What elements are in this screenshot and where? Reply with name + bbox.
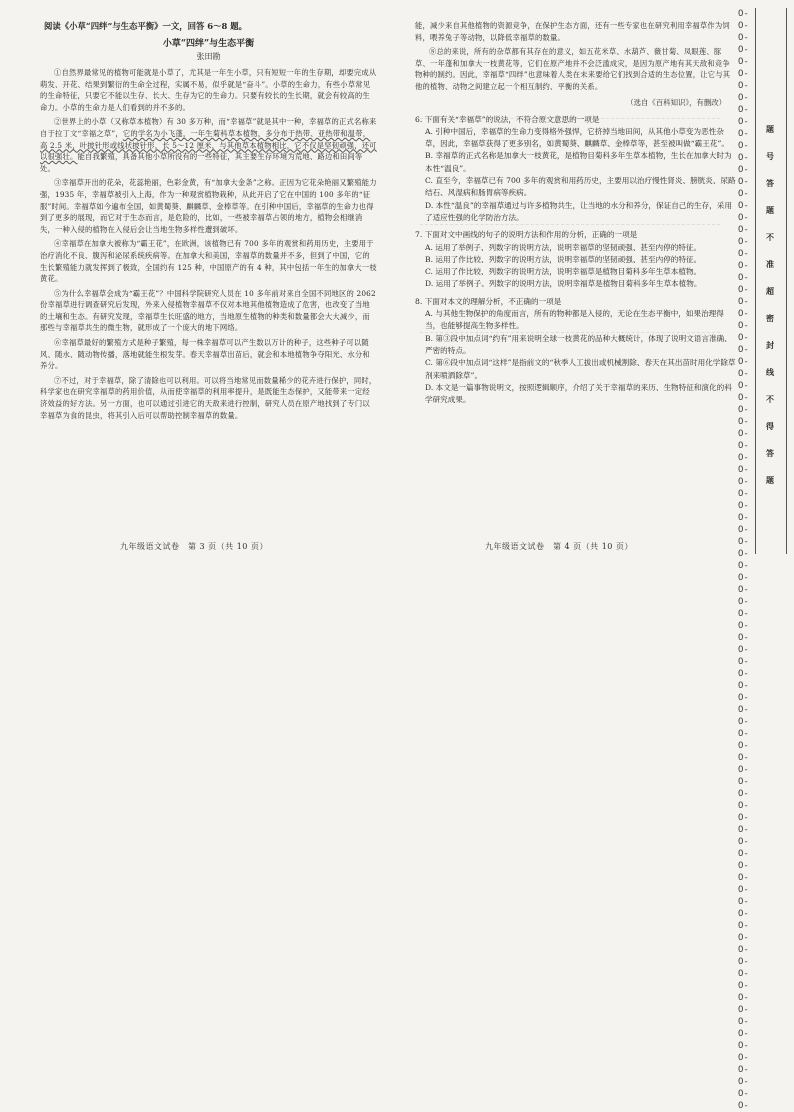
seal-label: 不 <box>766 233 774 242</box>
seal-label: 答 <box>766 449 774 458</box>
option-c: C. 运用了作比较、列数字的说明方法，说明幸福草是植物目菊科多年生草本植物。 <box>425 267 702 277</box>
option-d: D. 运用了举例子、列数字的说明方法，说明幸福草是植物目菊科多年生草本植物。 <box>425 279 702 289</box>
question-7 <box>415 229 736 290</box>
underlined-sentence: 它的学名为小飞蓬，一年生菊科草本植物，多分布于热带、亚热带和温带，高 2.5 米，叶披针形或线状披针形，长 5～12 厘米，与其他草本植物相比，它不仅是坚韧顽强，还可以很强壮。 <box>40 128 377 162</box>
binding-margin <box>738 8 790 1111</box>
option-b: B. 第③段中加点词“约有”用来说明全球一枝黄花的品种大概统计，体现了说明文语言准确、严密的特点。 <box>425 333 732 355</box>
seal-label: 超 <box>766 287 774 296</box>
question-stem: 6. 下面有关“幸福草”的说法，不符合原文意思的一项是 <box>415 114 600 124</box>
article-author: 张田勘 <box>196 52 221 61</box>
seal-line-labels <box>758 124 782 502</box>
option-a: A. 运用了举例子、列数字的说明方法，说明幸福草的坚韧顽强、甚至内停的特征。 <box>425 242 702 252</box>
option-c: C. 第⑥段中加点词“这样”是指前文的“秋季人工拔出或机械割除、春天在其出苗时用化学除草剂来喷洒除草”。 <box>425 358 736 380</box>
seal-label: 题 <box>766 206 774 215</box>
seal-label: 准 <box>766 260 774 269</box>
seal-label: 题 <box>766 125 774 134</box>
paragraph-2-tail: 能自我繁殖，具备其他小草所没有的一些特征，其主要生存环境为荒地、路边和田间等处。 <box>40 152 363 173</box>
article-body <box>40 67 377 421</box>
article-continued <box>415 20 736 93</box>
seal-label: 线 <box>766 368 774 377</box>
page-footer-right: 九年级语文试卷 第 4 页（共 10 页） <box>485 542 633 551</box>
seal-label: 密 <box>766 314 774 323</box>
article-title: 小草“四绊”与生态平衡 <box>162 39 255 49</box>
seal-label: 题 <box>766 476 774 485</box>
article-source: （选自《百科知识》，有删改） <box>626 97 726 107</box>
seal-label: 号 <box>766 152 774 161</box>
seal-line <box>755 8 756 554</box>
paragraph-6: ⑥幸福草最好的繁殖方式是种子繁殖，每一株幸福草可以产生数以万计的种子，这些种子可以随风、随水、随动物传播，落地就能生根发芽。春天幸福草出苗后，就会和本地植物争夺阳光、水分和养分。 <box>40 338 370 371</box>
option-c: C. 直至今，幸福草已有 700 多年的观赏和用药历史，主要用以治疗慢性肾炎、膀胱炎、尿路结石、风湿病和肠胃病等疾病。 <box>425 176 736 198</box>
option-b: B. 运用了作比较、列数字的说明方法，说明幸福草的坚韧顽强、甚至内停的特征。 <box>425 254 702 264</box>
paragraph-3: ③幸福草开出的花朵，花蕊艳丽，色彩金黄，有“加拿大金条”之称。正因为它花朵艳丽又繁殖能力强，1935 年，幸福草被引入上海，作为一种观赏植物栽种，从此开启了它在中国的 100 多年的“征服”时间。幸福草如今遍布全国，如黄蜀葵、麒麟草、金棒草等。在引种中国后，幸福草的生命力也得到了更多的展现，而它对于生态而言，是危险的，比如，一些被幸福草占领的地方，植物会相继消失，一种入侵的植物在入侵后会让当地生物多样性遭到破坏。 <box>40 178 377 234</box>
option-b: B. 幸福草的正式名称是加拿大一枝黄花，是植物目菊科多年生草本植物，生长在加拿大时为本性“温良”。 <box>425 151 732 173</box>
paragraph-2 <box>40 116 377 174</box>
question-6 <box>415 114 736 225</box>
continued-paragraph: 能，减少来自其他植物的资源竞争，在保护生态方面，还有一些专家也在研究利用幸福草作为饲料，喂养兔子等动物，以降低幸福草的数量。 <box>415 21 730 42</box>
paragraph-4: ④幸福草在加拿大被称为“霸王花”，在欧洲，该植物已有 700 多年的观赏和药用历史，主要用于治疗消化不良、腹泻和泌尿系统疾病等。在加拿大和美国，幸福草的数量并不多，但到了中国，它的生长繁殖能力就发挥到了极致，全国约有 125 种，中国原产的有 4 种，其中包括一年生的加拿大一枝黄花。 <box>40 239 377 284</box>
paragraph-1: ①自然界最常见的植物可能就是小草了，尤其是一年生小草，只有短短一年的生存期，却要完成从萌发、开花、结果到繁衍的生命全过程，实属不易，似乎就是“奋斗”。小草的生命力，有些小草常见的生命特征，只要它不能以生存、长大、生存为它的生命力。只要有较长的生长期，就会有较高的生命力。小草的生命力是人们看到的并不多的。 <box>40 68 377 112</box>
paragraph-2-lead: ②世界上的小草（又称草本植物）有 30 多万种，而“幸福草”就是其中一种，幸福草的正式名称来自于拉丁文“幸福之草”， <box>40 117 377 138</box>
question-stem: 8. 下面对本文的理解分析，不正确的一项是 <box>415 296 562 306</box>
paragraph-8: ⑧总的来说，所有的杂草都有其存在的意义，如五花米草、水葫芦、薇甘菊、凤眼莲、豚草、一年蓬和加拿大一枝黄花等，它们在原产地并不会泛滥成灾，是因为原产地有其天敌和竞争物种的制约。因此，幸福草“四绊”也意味着人类在未来要给它们找到合适的生态位置，让它与其他的植物、动物之间建立起一个相互制约、平衡的关系。 <box>415 47 731 91</box>
seal-label: 得 <box>766 422 774 431</box>
option-d: D. 本性“温良”的幸福草通过与许多植物共生，让当地的水分和养分，保证自己的生存，采用了适应性强的化学防治方法。 <box>425 200 732 222</box>
seal-label: 封 <box>766 341 774 350</box>
question-8 <box>415 296 736 407</box>
seal-label: 不 <box>766 395 774 404</box>
right-page <box>395 0 740 562</box>
binding-loops: O-O-O-O-O-O-O-O-O-O-O-O-O-O-O-O-O-O-O-O-O-O-O-O-O-O-O-O-O-O-O-O-O-O-O-O-O-O-O-O-O-O-O-O-O-O-O-O-O-O-O-O-O-O-O-O-O-O-O-O-O-O-O-O-O-O-O-O-O-O-O-O-O-O-O-O-O-O-O-O-O-O-O-O-O-O-O-O-O-O-O-O- <box>738 9 749 1111</box>
question-stem: 7. 下面对文中画线的句子的说明方法和作用的分析，正确的一项是 <box>415 230 638 240</box>
option-d: D. 本文是一篇事物说明文，按照逻辑顺序，介绍了关于幸福草的来历、生物特征和演化的科学研究成果。 <box>425 382 732 405</box>
paragraph-7: ⑦不过，对于幸福草，除了清除也可以利用。可以将当地常见而数量稀少的花卉进行保护，同时，科学家也在研究幸福草的药用价值，从而使幸福草的利用率提升，是既能生态保护，又能带来一定经济效益的好方法。另一方面，也可以通过引进它的天敌来进行控制，研究人员在原产地找到了专门以幸福草为食的昆虫，将其引入后可以帮助控制幸福草的数量。 <box>40 375 377 420</box>
option-a: A. 与其他生物保护的角度而言，所有的物种都是入侵的，无论在生态平衡中，如果治理得当，也能够提高生物多样性。 <box>425 309 724 331</box>
seal-label: 答 <box>766 179 774 188</box>
page-footer-left: 九年级语文试卷 第 3 页（共 10 页） <box>120 542 268 551</box>
paragraph-5: ⑤为什么幸福草会成为“霸王花”？中国科学院研究人员在 10 多年前对来自全国不同地区的 2062 份幸福草进行调查研究后发现，外来入侵植物幸福草不仅对本地其他植物造成了危害，也改变了当地的土壤和生态。有研究发现，幸福草生长旺盛的地方，当地原生植物的种类和数量都会大大减少，而那些与幸福草共生的微生物，就形成了一个庞大的地下网络。 <box>40 288 376 333</box>
left-page <box>0 0 395 562</box>
option-a: A. 引种中国后，幸福草的生命力变得格外强悍，它挤掉当地田间，从其他小草变为恶性杂草，因此，幸福草获得了更多别名，如黄蜀葵、麒麟草、金棒草等，甚至被叫做“霸王花”。 <box>425 126 729 149</box>
margin-line <box>786 8 787 554</box>
reading-intro: 阅读《小草“四绊”与生态平衡》一文，回答 6～8 题。 <box>44 21 247 31</box>
